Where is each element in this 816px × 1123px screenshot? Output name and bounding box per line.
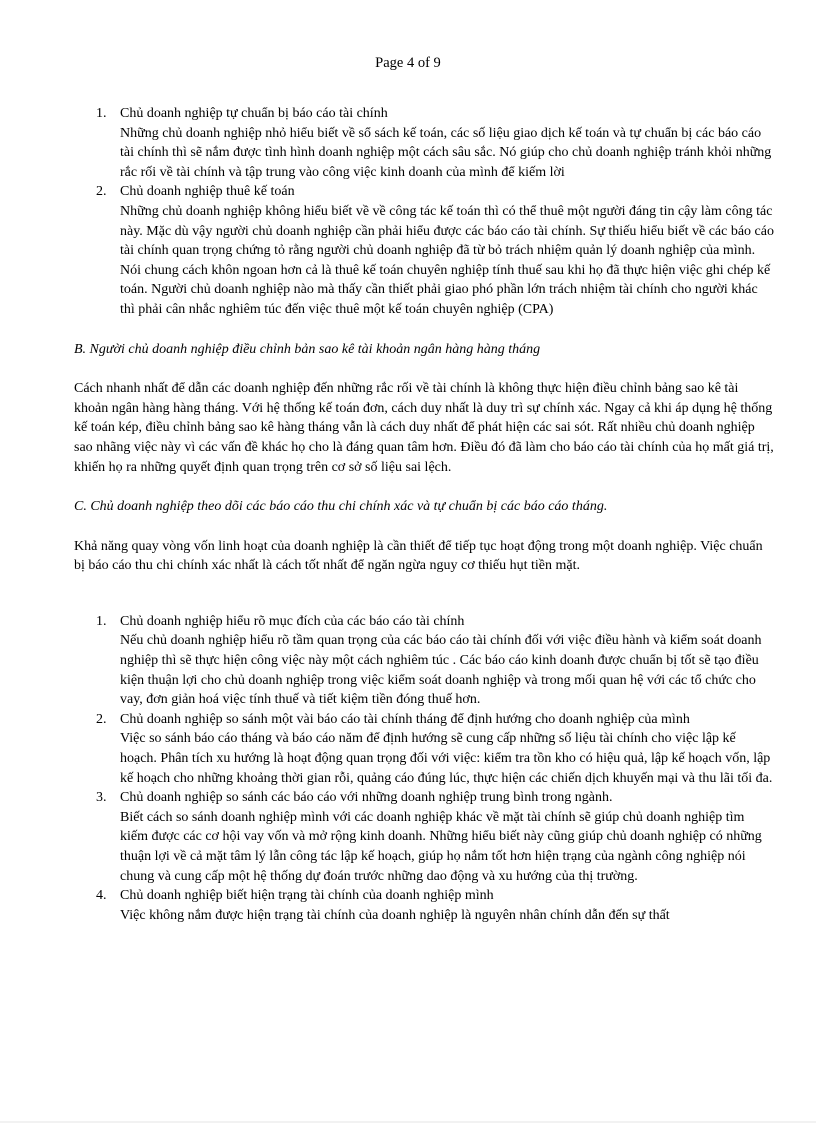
list-item	[74, 788, 774, 886]
list-item-title: Chủ doanh nghiệp so sánh các báo cáo với những doanh nghiệp trung bình trong ngành.	[120, 790, 613, 806]
list-item	[74, 612, 774, 710]
list-item	[74, 886, 774, 925]
section-paragraph-b: Cách nhanh nhất để dẫn các doanh nghiệp đến những rắc rối về tài chính là không thực hiện điều chỉnh bảng sao kê tài khoản ngân hàng hàng tháng. Với hệ thống kế toán đơn, cách duy nhất là duy trì sự chính xác. Ngay cả khi áp dụng hệ thống kế toán kép, điều chỉnh bảng sao kê hàng tháng vẫn là cách duy nhất để phát hiện các sai sót. Rất nhiều chủ doanh nghiệp sao nhãng việc này vì các vấn đề khác họ cho là đáng quan tâm hơn. Điều đó đã làm cho báo cáo tài chính của họ mất giá trị, khiến họ ra những quyết định quan trọng trên cơ sở số liệu sai lệch.	[74, 381, 774, 475]
section-heading-b: B. Người chủ doanh nghiệp điều chỉnh bản sao kê tài khoản ngân hàng hàng tháng	[74, 341, 541, 357]
list-item	[74, 104, 774, 182]
list-item-number: 2.	[96, 711, 107, 727]
list-item-number: 4.	[96, 888, 107, 904]
list-item-title: Chủ doanh nghiệp hiểu rõ mục đích của các báo cáo tài chính	[120, 613, 465, 629]
list-item-title: Chủ doanh nghiệp thuê kế toán	[120, 184, 295, 200]
list-item-body: Việc so sánh báo cáo tháng và báo cáo năm để định hướng sẽ cung cấp những số liệu tài chính cho việc lập kế hoạch. Phân tích xu hướng là hoạt động quan trọng đối với việc: kiểm tra tồn kho có hiệu quả, lập kế hoạch vốn, lập kế hoạch cho những khoảng thời gian rỗi, quảng cáo đúng lúc, thực hiện các chiến dịch khuyến mại và thu lãi tối đa.	[120, 731, 773, 786]
list-item-body: Biết cách so sánh doanh nghiệp mình với các doanh nghiệp khác về mặt tài chính sẽ giúp chủ doanh nghiệp tìm kiếm được các cơ hội vay vốn và mở rộng kinh doanh. Những hiểu biết này cũng giúp chủ doanh nghiệp có những thuận lợi về cả mặt tâm lý lẫn công tác lập kế hoạch, giúp họ nắm tốt hơn hiện trạng của ngành công nghiệp nói chung và cung cấp một hệ thống dự đoán trước những dao động và xu hướng của thị trường.	[120, 809, 762, 884]
page-content	[74, 104, 774, 925]
list-item-body: Những chủ doanh nghiệp không hiểu biết về về công tác kế toán thì có thể thuê một người đáng tin cậy làm công tác này. Mặc dù vậy người chủ doanh nghiệp cần phải hiểu được các báo cáo tài chính. Sự thiếu hiểu biết về các báo cáo tài chính quan trọng chứng tỏ rằng người chủ doanh nghiệp đã từ bỏ trách nhiệm quản lý doanh nghiệp của mình. Nói chung cách khôn ngoan hơn cả là thuê kế toán chuyên nghiệp tính thuế sau khi họ đã thực hiện việc ghi chép kế toán. Người chủ doanh nghiệp nào mà thấy cần thiết phải giao phó phần lớn trách nhiệm tài chính cho người khác thì phải cân nhắc nghiêm túc đến việc thuê một kế toán chuyên nghiệp (CPA)	[120, 203, 774, 317]
ordered-list-accounting	[74, 104, 774, 320]
list-item-number: 1.	[96, 613, 107, 629]
list-item-number: 1.	[96, 106, 107, 121]
list-item-body: Những chủ doanh nghiệp nhỏ hiểu biết về sổ sách kế toán, các số liệu giao dịch kế toán và tự chuẩn bị các báo cáo tài chính thì sẽ nắm được tình hình doanh nghiệp một cách sâu sắc. Nó giúp cho chủ doanh nghiệp tránh khỏi những rắc rối về tài chính và tập trung vào công việc kinh doanh của mình để kiếm lời	[120, 125, 772, 180]
list-item-number: 2.	[96, 184, 107, 200]
list-item-body: Việc không nắm được hiện trạng tài chính của doanh nghiệp là nguyên nhân chính dẫn đến sự thất	[120, 907, 670, 923]
list-item-title: Chủ doanh nghiệp biết hiện trạng tài chính của doanh nghiệp mình	[120, 888, 494, 904]
list-item-number: 3.	[96, 790, 107, 806]
section-paragraph-c: Khả năng quay vòng vốn linh hoạt của doanh nghiệp là cần thiết để tiếp tục hoạt động trong một doanh nghiệp. Việc chuẩn bị báo cáo thu chi chính xác nhất là cách tốt nhất để ngăn ngừa nguy cơ thiếu hụt tiền mặt.	[74, 538, 763, 574]
ordered-list-reports	[74, 612, 774, 926]
list-item-body: Nếu chủ doanh nghiệp hiểu rõ tầm quan trọng của các báo cáo tài chính đối với việc điều hành và kiểm soát doanh nghiệp thì sẽ thực hiện công việc này một cách nghiêm túc . Các báo cáo kinh doanh được chuẩn bị tốt sẽ tạo điều kiện thuận lợi cho chủ doanh nghiệp trong việc kiểm soát doanh nghiệp và trong mối quan hệ với các tổ chức cho vay, đơn giản hoá việc tính thuế và tiết kiệm tiền đóng thuế hơn.	[120, 633, 762, 708]
list-item	[74, 710, 774, 788]
list-item-title: Chủ doanh nghiệp tự chuẩn bị báo cáo tài chính	[120, 106, 388, 121]
list-item-title: Chủ doanh nghiệp so sánh một vài báo cáo tài chính tháng để định hướng cho doanh nghiệp của mình	[120, 711, 690, 727]
list-item	[74, 182, 774, 319]
page-number-header: Page 4 of 9	[375, 55, 441, 71]
section-heading-c: C. Chủ doanh nghiệp theo dõi các báo cáo thu chi chính xác và tự chuẩn bị các báo cáo tháng.	[74, 499, 608, 515]
